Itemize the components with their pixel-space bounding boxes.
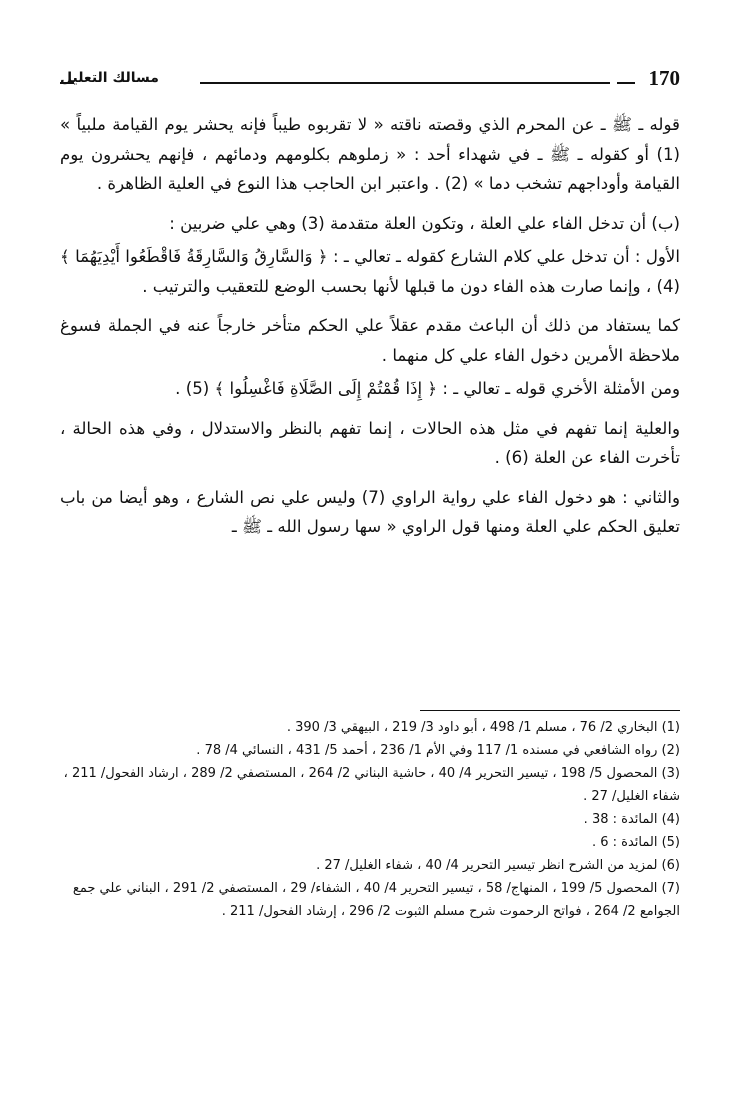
paragraph: ومن الأمثلة الأخري قوله ـ تعالي ـ : ﴿ إِذَا قُمْتُمْ إِلَى الصَّلَاةِ فَاغْسِلُوا ﴾ (5) . — [175, 379, 680, 398]
paragraph: الأول : أن تدخل علي كلام الشارع كقوله ـ تعالي ـ : ﴿ وَالسَّارِقُ وَالسَّارِقَةُ فَاقْطَعُوا أَيْدِيَهُمَا ﴾ (4) ، وإنما صارت هذه الفاء دون ما قبلها لأنها بحسب الوضع للتعقيب والترتيب . — [60, 247, 680, 296]
footnote: (1) البخاري 2/ 76 ، مسلم 1/ 498 ، أبو داود 3/ 219 ، البيهقي 3/ 390 . — [286, 720, 680, 735]
footnote: (2) رواه الشافعي في مسنده 1/ 117 وفي الأم 1/ 236 ، أحمد 5/ 431 ، النسائي 4/ 78 . — [196, 743, 680, 758]
running-header — [60, 60, 680, 96]
header-rule — [200, 82, 610, 84]
footnote-separator — [420, 710, 680, 711]
footnote: (5) المائدة : 6 . — [591, 835, 680, 850]
paragraph: (ب) أن تدخل الفاء علي العلة ، وتكون العلة متقدمة (3) وهي علي ضربين : — [169, 213, 680, 233]
header-rule — [617, 82, 635, 84]
footnote: (3) المحصول 5/ 198 ، تيسير التحرير 4/ 40 ، حاشية البناني 2/ 264 ، المستصفي 2/ 289 ، ارشاد الفحول/ 211 ، شفاء الغليل/ 27 . — [63, 766, 680, 804]
footnote: (6) لمزيد من الشرح انظر تيسير التحرير 4/ 40 ، شفاء الغليل/ 27 . — [316, 858, 680, 873]
body-text — [60, 110, 680, 542]
header-rule — [60, 82, 74, 84]
page-number: 170 — [648, 66, 680, 90]
paragraph: كما يستفاد من ذلك أن الباعث مقدم عقلاً علي الحكم متأخر خارجاً عنه في الجملة فسوغ ملاحظة الأمرين دخول الفاء علي كل منهما . — [60, 316, 680, 365]
paragraph: قوله ـ ﷺ ـ عن المحرم الذي وقصته ناقته « لا تقربوه طيباً فإنه يحشر يوم القيامة ملبياً » (1) أو كقوله ـ ﷺ ـ في شهداء أحد : « زملوهم بكلومهم ودمائهم ، فإنهم يحشرون يوم القيامة وأوداجهم تشخب دما » (2) . واعتبر ابن الحاجب هذا النوع في العلية الظاهرة . — [60, 115, 680, 193]
footnote: (7) المحصول 5/ 199 ، المنهاج/ 58 ، تيسير التحرير 4/ 40 ، الشفاء/ 29 ، المستصفي 2/ 291 ، البناني علي جمع الجوامع 2/ 264 ، فواتح الرحموت شرح مسلم الثبوت 2/ 296 ، إرشاد الفحول/ 211 . — [72, 881, 680, 919]
footnotes — [60, 716, 680, 923]
running-title: مسالك التعليل — [60, 70, 159, 86]
paragraph: والثاني : هو دخول الفاء علي رواية الراوي (7) وليس علي نص الشارع ، وهو أيضا من باب تعليق الحكم علي العلة ومنها قول الراوي « سها رسول الله ـ ﷺ ـ — [60, 487, 680, 536]
page — [60, 60, 680, 546]
footnote: (4) المائدة : 38 . — [583, 812, 680, 827]
paragraph: والعلية إنما تفهم في مثل هذه الحالات ، إنما تفهم بالنظر والاستدلال ، وفي هذه الحالة ، تأخرت الفاء عن العلة (6) . — [60, 418, 680, 467]
